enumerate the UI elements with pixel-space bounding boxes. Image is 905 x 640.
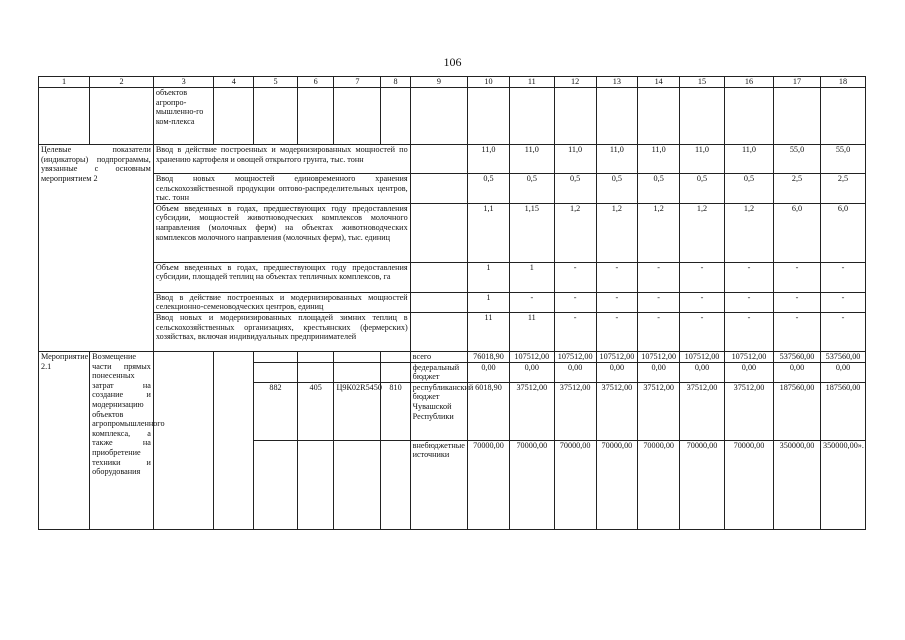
budget-code-c8 — [381, 440, 410, 529]
funding-value: 0,00 — [724, 362, 773, 382]
indicator-value: 0,5 — [680, 174, 725, 204]
funding-value: 0,00 — [596, 362, 638, 382]
funding-value: 6018,90 — [468, 382, 510, 440]
table-cell — [468, 88, 510, 145]
column-number: 7 — [334, 77, 381, 88]
indicator-value: 0,5 — [554, 174, 596, 204]
funding-value: 0,00 — [468, 362, 510, 382]
indicator-row — [39, 203, 866, 262]
column-number: 18 — [820, 77, 865, 88]
indicator-row — [39, 262, 866, 292]
table-cell — [680, 88, 725, 145]
indicator-value: - — [596, 292, 638, 312]
funding-value: 37512,00 — [554, 382, 596, 440]
funding-value: 107512,00 — [638, 351, 680, 362]
indicator-value: - — [680, 262, 725, 292]
funding-value: 37512,00 — [724, 382, 773, 440]
table-cell — [153, 351, 214, 529]
indicator-value: - — [774, 312, 821, 351]
indicator-value: 2,5 — [820, 174, 865, 204]
indicator-value: 11,0 — [596, 145, 638, 174]
indicator-value: 0,5 — [724, 174, 773, 204]
budget-code-c7 — [334, 362, 381, 382]
indicator-value: - — [724, 312, 773, 351]
funding-value: 70000,00 — [509, 440, 554, 529]
table-cell — [39, 88, 90, 145]
indicator-value: 55,0 — [820, 145, 865, 174]
indicators-label: Целевые показатели (индикаторы) подпрограммы, увязанные с основным мероприятием 2 — [39, 145, 154, 352]
budget-code-c6: 405 — [297, 382, 334, 440]
indicator-value: 0,5 — [468, 174, 510, 204]
funding-value: 107512,00 — [509, 351, 554, 362]
funding-value: 70000,00 — [554, 440, 596, 529]
table-cell — [410, 292, 467, 312]
indicator-value: - — [638, 292, 680, 312]
table-cell — [554, 88, 596, 145]
indicator-text: Объем введенных в годах, предшествующих году предоставления субсидии, мощностей животноводческих комплексов молочного направления (молочных ферм) на объектах животноводческих комплексов молочного направления (молочных ферм), тыс. единиц — [153, 203, 410, 262]
budget-code-c7 — [334, 351, 381, 362]
budget-code-c8 — [381, 351, 410, 362]
table-cell — [410, 262, 467, 292]
column-number: 1 — [39, 77, 90, 88]
funding-value: 0,00 — [774, 362, 821, 382]
budget-code-c5: 882 — [254, 382, 298, 440]
budget-code-c6 — [297, 440, 334, 529]
funding-value: 70000,00 — [680, 440, 725, 529]
indicator-value: - — [554, 292, 596, 312]
indicator-text: Ввод новых мощностей единовременного хранения сельскохозяйственной продукции оптово-распределительных центров, тыс. тонн — [153, 174, 410, 204]
indicator-value: 11,0 — [680, 145, 725, 174]
funding-value: 70000,00 — [724, 440, 773, 529]
funding-value: 70000,00 — [596, 440, 638, 529]
funding-value: 107512,00 — [596, 351, 638, 362]
budget-code-c8 — [381, 362, 410, 382]
table-row — [39, 88, 866, 145]
funding-value: 37512,00 — [680, 382, 725, 440]
table-cell — [596, 88, 638, 145]
funding-source: внебюджетные источники — [410, 440, 467, 529]
indicator-value: 1 — [468, 292, 510, 312]
table-cell — [214, 88, 254, 145]
funding-value: 350000,00 — [774, 440, 821, 529]
indicator-row — [39, 312, 866, 351]
budget-code-c6 — [297, 351, 334, 362]
measure-description: Возмещение части прямых понесенных затрат на создание и модернизацию объектов агропромышленного комплекса, а также на приобретение техники и оборудования — [90, 351, 154, 529]
indicator-value: 1,1 — [468, 203, 510, 262]
indicator-value: - — [820, 312, 865, 351]
funding-value: 187560,00 — [774, 382, 821, 440]
indicator-value: 0,5 — [509, 174, 554, 204]
indicator-text: Ввод в действие построенных и модернизированных мощностей селекционно-семеноводческих центров, единиц — [153, 292, 410, 312]
funding-value: 107512,00 — [554, 351, 596, 362]
indicator-row — [39, 174, 866, 204]
funding-value: 37512,00 — [596, 382, 638, 440]
table-cell — [820, 88, 865, 145]
table-cell — [724, 88, 773, 145]
indicator-value: - — [554, 262, 596, 292]
table-cell — [297, 88, 334, 145]
indicator-value: - — [680, 312, 725, 351]
indicator-value: 2,5 — [774, 174, 821, 204]
indicator-value: - — [724, 292, 773, 312]
budget-code-c5 — [254, 351, 298, 362]
indicator-value: 55,0 — [774, 145, 821, 174]
column-number: 14 — [638, 77, 680, 88]
table-cell — [254, 88, 298, 145]
indicator-row — [39, 292, 866, 312]
funding-source: всего — [410, 351, 467, 362]
indicator-value: 1,2 — [554, 203, 596, 262]
column-number: 2 — [90, 77, 154, 88]
indicator-value: - — [509, 292, 554, 312]
indicator-value: 11 — [468, 312, 510, 351]
column-number: 5 — [254, 77, 298, 88]
column-number: 12 — [554, 77, 596, 88]
column-number: 16 — [724, 77, 773, 88]
funding-source: республиканский бюджет Чувашской Республики — [410, 382, 467, 440]
indicator-value: 1 — [468, 262, 510, 292]
budget-code-c8: 810 — [381, 382, 410, 440]
table-cell — [214, 351, 254, 529]
budget-code-c7: Ц9К02R5450 — [334, 382, 381, 440]
column-number: 4 — [214, 77, 254, 88]
indicator-value: 11,0 — [468, 145, 510, 174]
budget-code-c7 — [334, 440, 381, 529]
indicator-value: 1,2 — [680, 203, 725, 262]
indicator-value: 0,5 — [596, 174, 638, 204]
measure-number: Мероприятие 2.1 — [39, 351, 90, 529]
funding-value: 70000,00 — [468, 440, 510, 529]
table-cell — [410, 88, 467, 145]
column-number: 6 — [297, 77, 334, 88]
funding-value: 537560,00 — [820, 351, 865, 362]
table-cell — [410, 174, 467, 204]
funding-source: федеральный бюджет — [410, 362, 467, 382]
indicator-value: 11,0 — [509, 145, 554, 174]
indicator-value: 11 — [509, 312, 554, 351]
funding-value: 0,00 — [554, 362, 596, 382]
budget-code-c5 — [254, 362, 298, 382]
column-number: 9 — [410, 77, 467, 88]
indicator-value: - — [596, 312, 638, 351]
funding-value: 537560,00 — [774, 351, 821, 362]
column-number: 11 — [509, 77, 554, 88]
column-number: 8 — [381, 77, 410, 88]
budget-code-c6 — [297, 362, 334, 382]
indicator-text: Ввод новых и модернизированных площадей зимних теплиц в сельскохозяйственных организациях, крестьянских (фермерских) хозяйствах, включая индивидуальных предпринимателей — [153, 312, 410, 351]
funding-value: 0,00 — [820, 362, 865, 382]
column-number: 3 — [153, 77, 214, 88]
indicator-text: Ввод в действие построенных и модернизированных мощностей по хранению картофеля и овощей открытого грунта, тыс. тонн — [153, 145, 410, 174]
column-number: 13 — [596, 77, 638, 88]
indicator-value: - — [774, 292, 821, 312]
funding-value: 37512,00 — [509, 382, 554, 440]
table-cell — [509, 88, 554, 145]
page-number: 106 — [443, 55, 462, 69]
column-number: 17 — [774, 77, 821, 88]
indicator-value: 1,2 — [638, 203, 680, 262]
indicator-text: Объем введенных в годах, предшествующих году предоставления субсидии, площадей теплиц на объектах тепличных комплексов, га — [153, 262, 410, 292]
indicator-value: - — [820, 262, 865, 292]
table-cell — [774, 88, 821, 145]
indicator-value: 1 — [509, 262, 554, 292]
table-cell — [90, 88, 154, 145]
table-cell — [638, 88, 680, 145]
funding-value: 107512,00 — [680, 351, 725, 362]
indicator-value: - — [638, 262, 680, 292]
indicator-value: - — [596, 262, 638, 292]
indicator-value: 6,0 — [820, 203, 865, 262]
funding-value: 0,00 — [680, 362, 725, 382]
funding-value: 0,00 — [509, 362, 554, 382]
table-cell — [381, 88, 410, 145]
program-table — [38, 76, 866, 530]
funding-value: 70000,00 — [638, 440, 680, 529]
indicator-value: - — [820, 292, 865, 312]
funding-value: 0,00 — [638, 362, 680, 382]
table-cell — [334, 88, 381, 145]
indicator-row — [39, 145, 866, 174]
column-number: 10 — [468, 77, 510, 88]
indicator-value: 11,0 — [638, 145, 680, 174]
funding-value: 187560,00 — [820, 382, 865, 440]
indicator-value: - — [724, 262, 773, 292]
indicator-value: - — [680, 292, 725, 312]
indicator-value: 1,15 — [509, 203, 554, 262]
indicator-value: - — [638, 312, 680, 351]
indicator-value: 11,0 — [724, 145, 773, 174]
funding-value: 76018,90 — [468, 351, 510, 362]
column-number: 15 — [680, 77, 725, 88]
table-cell — [410, 312, 467, 351]
funding-value: 107512,00 — [724, 351, 773, 362]
funding-row — [39, 351, 866, 362]
object-type-cell: объектов агропро-мышленно-го ком-плекса — [153, 88, 214, 145]
table-cell — [410, 203, 467, 262]
indicator-value: 6,0 — [774, 203, 821, 262]
indicator-value: 11,0 — [554, 145, 596, 174]
indicator-value: - — [774, 262, 821, 292]
table-cell — [410, 145, 467, 174]
indicator-value: - — [554, 312, 596, 351]
table-header-row — [39, 77, 866, 88]
indicator-value: 0,5 — [638, 174, 680, 204]
budget-code-c5 — [254, 440, 298, 529]
funding-value: 350000,00». — [820, 440, 865, 529]
funding-value: 37512,00 — [638, 382, 680, 440]
indicator-value: 1,2 — [724, 203, 773, 262]
indicator-value: 1,2 — [596, 203, 638, 262]
